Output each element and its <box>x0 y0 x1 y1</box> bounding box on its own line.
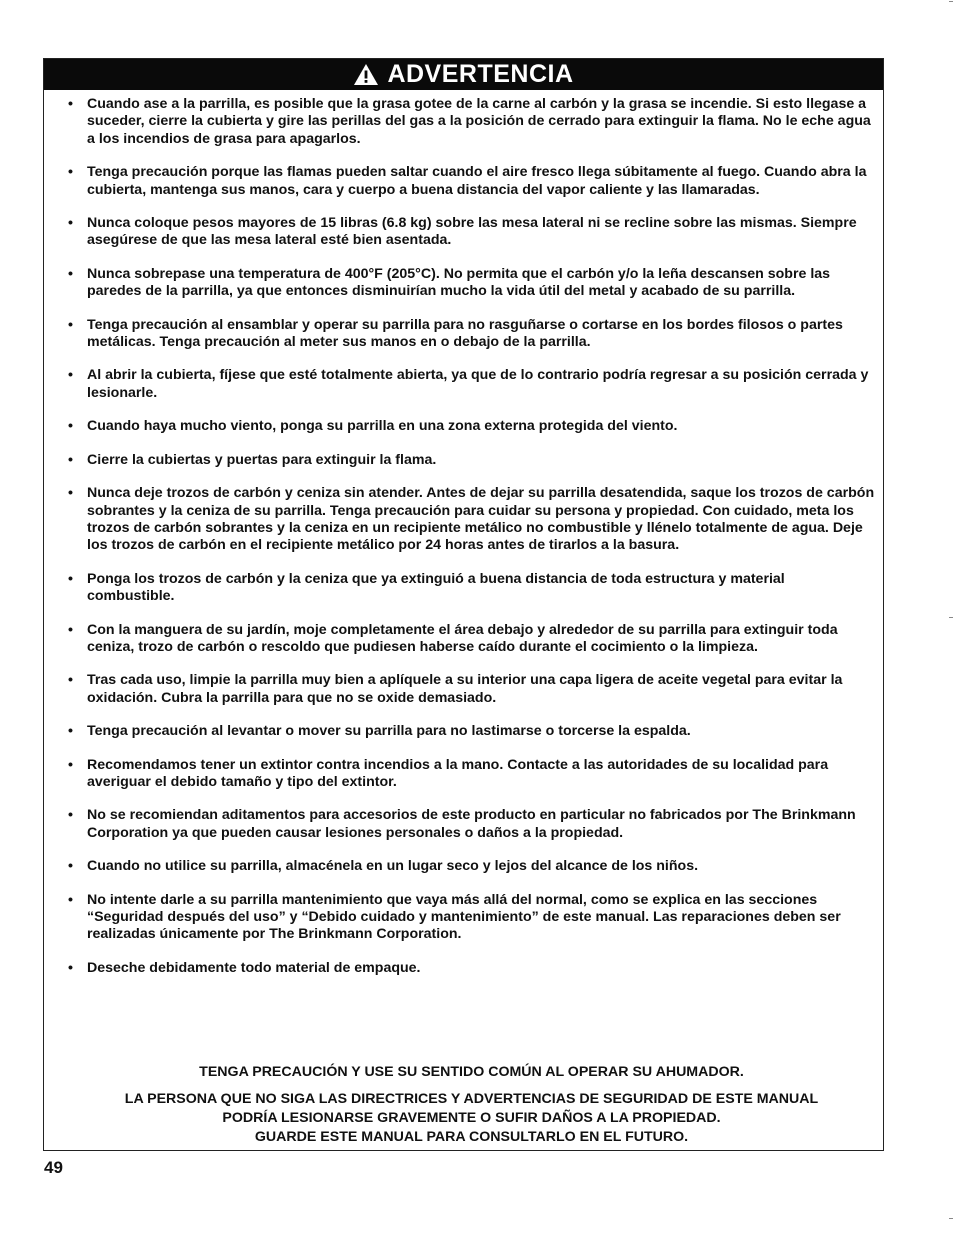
warning-item <box>68 622 875 657</box>
bullet: • <box>68 451 73 468</box>
bullet: • <box>68 570 73 587</box>
warning-text: Cuando ase a la parrilla, es posible que la grasa gotee de la carne al carbón y la grasa se incendie. Si esto llegase a suceder, cierre la cubierta y gire las perillas del gas a la posición de cerrado para extinguir la flama. No le eche agua a los incendios de grasa para apagarlos. <box>87 96 871 147</box>
warning-text: Cierre la cubiertas y puertas para extinguir la flama. <box>87 451 437 468</box>
warning-text: Tenga precaución al ensamblar y operar su parrilla para no rasguñarse o cortarse en los bordes filosos o partes metálicas. Tenga precaución al meter sus manos en o debajo de la parrilla. <box>87 316 843 351</box>
closing-line-1: TENGA PRECAUCIÓN Y USE SU SENTIDO COMÚN AL OPERAR SU AHUMADOR. <box>199 1064 744 1080</box>
bullet: • <box>68 215 73 232</box>
warning-text: Recomendamos tener un extintor contra incendios a la mano. Contacte a las autoridades de su localidad para averiguar el debido tamaño y tipo del extintor. <box>87 756 829 790</box>
banner-title: ADVERTENCIA <box>387 60 574 88</box>
bullet: • <box>68 756 73 773</box>
page-number: 49 <box>44 1158 63 1177</box>
warning-text: Deseche debidamente todo material de empaque. <box>87 959 421 976</box>
warning-text: Tenga precaución porque las flamas pueden saltar cuando el aire fresco llega súbitamente al fuego. Cuando abra la cubierta, mantenga sus manos, cara y cuerpo a buena distancia del vapor caliente y las llamaradas. <box>87 164 867 198</box>
warning-banner <box>44 59 883 90</box>
warning-item <box>68 858 875 875</box>
warning-text: Cuando haya mucho viento, ponga su parrilla en una zona externa protegida del viento. <box>87 418 678 435</box>
warning-item <box>68 215 875 250</box>
bullet: • <box>68 858 73 875</box>
bullet: • <box>68 316 73 333</box>
closing-notice <box>68 1090 875 1147</box>
warning-item <box>68 892 875 944</box>
warning-item <box>68 452 875 469</box>
closing-line-4: GUARDE ESTE MANUAL PARA CONSULTARLO EN EL FUTURO. <box>254 1129 689 1145</box>
bullet: • <box>68 485 73 502</box>
warning-text: Tras cada uso, limpie la parrilla muy bien a aplíquele a su interior una capa ligera de aceite vegetal para evitar la oxidación. Cubra la parrilla para que no se oxide demasiado. <box>87 672 843 706</box>
bullet: • <box>68 891 73 908</box>
warning-item <box>68 367 875 402</box>
bullet: • <box>68 164 73 181</box>
crop-mark <box>949 1 953 2</box>
warning-text: Con la manguera de su jardín, moje completamente el área debajo y alrededor de su parrilla para extinguir toda ceniza, trozo de carbón o rescoldo que pudiesen haberse caído durante el cocimiento o la limpieza. <box>87 621 838 655</box>
warning-item <box>68 757 875 792</box>
closing-line-2: LA PERSONA QUE NO SIGA LAS DIRECTRICES Y ADVERTENCIAS DE SEGURIDAD DE ESTE MANUAL <box>124 1091 819 1107</box>
warning-item <box>68 96 875 148</box>
warning-item <box>68 164 875 199</box>
warning-box <box>43 58 884 1151</box>
warning-item <box>68 723 875 740</box>
warning-item <box>68 672 875 707</box>
bullet: • <box>68 265 73 282</box>
warning-text: No intente darle a su parrilla mantenimiento que vaya más allá del normal, como se explica en las secciones “Seguridad después del uso” y “Debido cuidado y mantenimiento” de este manual. Las reparaciones deben ser realizadas únicamente por The Brinkmann Corporation. <box>87 891 841 943</box>
warning-item <box>68 571 875 606</box>
closing-caution <box>68 1063 875 1082</box>
bullet: • <box>68 367 73 384</box>
warning-text: Al abrir la cubierta, fíjese que esté totalmente abierta, ya que de lo contrario podría regresar a su posición cerrada y lesionarle. <box>87 367 869 401</box>
warning-text: Cuando no utilice su parrilla, almacénela en un lugar seco y lejos del alcance de los niños. <box>87 858 699 875</box>
warning-text: Nunca sobrepase una temperatura de 400°F (205°C). No permita que el carbón y/o la leña descansen sobre las paredes de la parrilla, ya que entonces disminuirían mucho la vida útil del metal y acabado de su parrilla. <box>87 265 831 300</box>
warning-item <box>68 418 875 435</box>
warning-item <box>68 317 875 352</box>
warning-triangle-icon <box>353 63 379 86</box>
bullet: • <box>68 672 73 689</box>
warning-text: Nunca coloque pesos mayores de 15 libras (6.8 kg) sobre las mesa lateral ni se recline sobre las mismas. Siempre asegúrese de que las mesa lateral esté bien asentada. <box>87 215 857 249</box>
warning-text: Ponga los trozos de carbón y la ceniza que ya extinguió a buena distancia de toda estructura y material combustible. <box>87 570 785 605</box>
crop-mark <box>949 1218 953 1219</box>
warning-list <box>44 90 883 977</box>
bullet: • <box>68 96 73 112</box>
bullet: • <box>68 723 73 740</box>
bullet: • <box>68 959 73 976</box>
warning-text: Nunca deje trozos de carbón y ceniza sin atender. Antes de dejar su parrilla desatendida, saque los trozos de carbón sobrantes y la ceniza de su parrilla. Tenga precaución para cuidar su persona y propiedad. Con cuidado, meta los trozos de carbón sobrantes y la ceniza en un recipiente metálico no combustible y llénelo totalmente de agua. Deje los trozos de carbón en el recipiente metálico por 24 horas antes de tirarlos a la basura. <box>87 485 875 554</box>
warning-item <box>68 485 875 555</box>
warning-item <box>68 960 875 977</box>
crop-mark <box>949 617 953 618</box>
bullet: • <box>68 807 73 824</box>
bullet: • <box>68 418 73 435</box>
warning-item <box>68 266 875 301</box>
warning-text: No se recomiendan aditamentos para accesorios de este producto en particular no fabricados por The Brinkmann Corporation ya que pueden causar lesiones personales o daños a la propiedad. <box>87 807 856 841</box>
warning-text: Tenga precaución al levantar o mover su parrilla para no lastimarse o torcerse la espalda. <box>87 723 691 740</box>
closing-line-3: PODRÍA LESIONARSE GRAVEMENTE O SUFIR DAÑOS A LA PROPIEDAD. <box>222 1110 721 1126</box>
warning-item <box>68 807 875 842</box>
bullet: • <box>68 621 73 638</box>
